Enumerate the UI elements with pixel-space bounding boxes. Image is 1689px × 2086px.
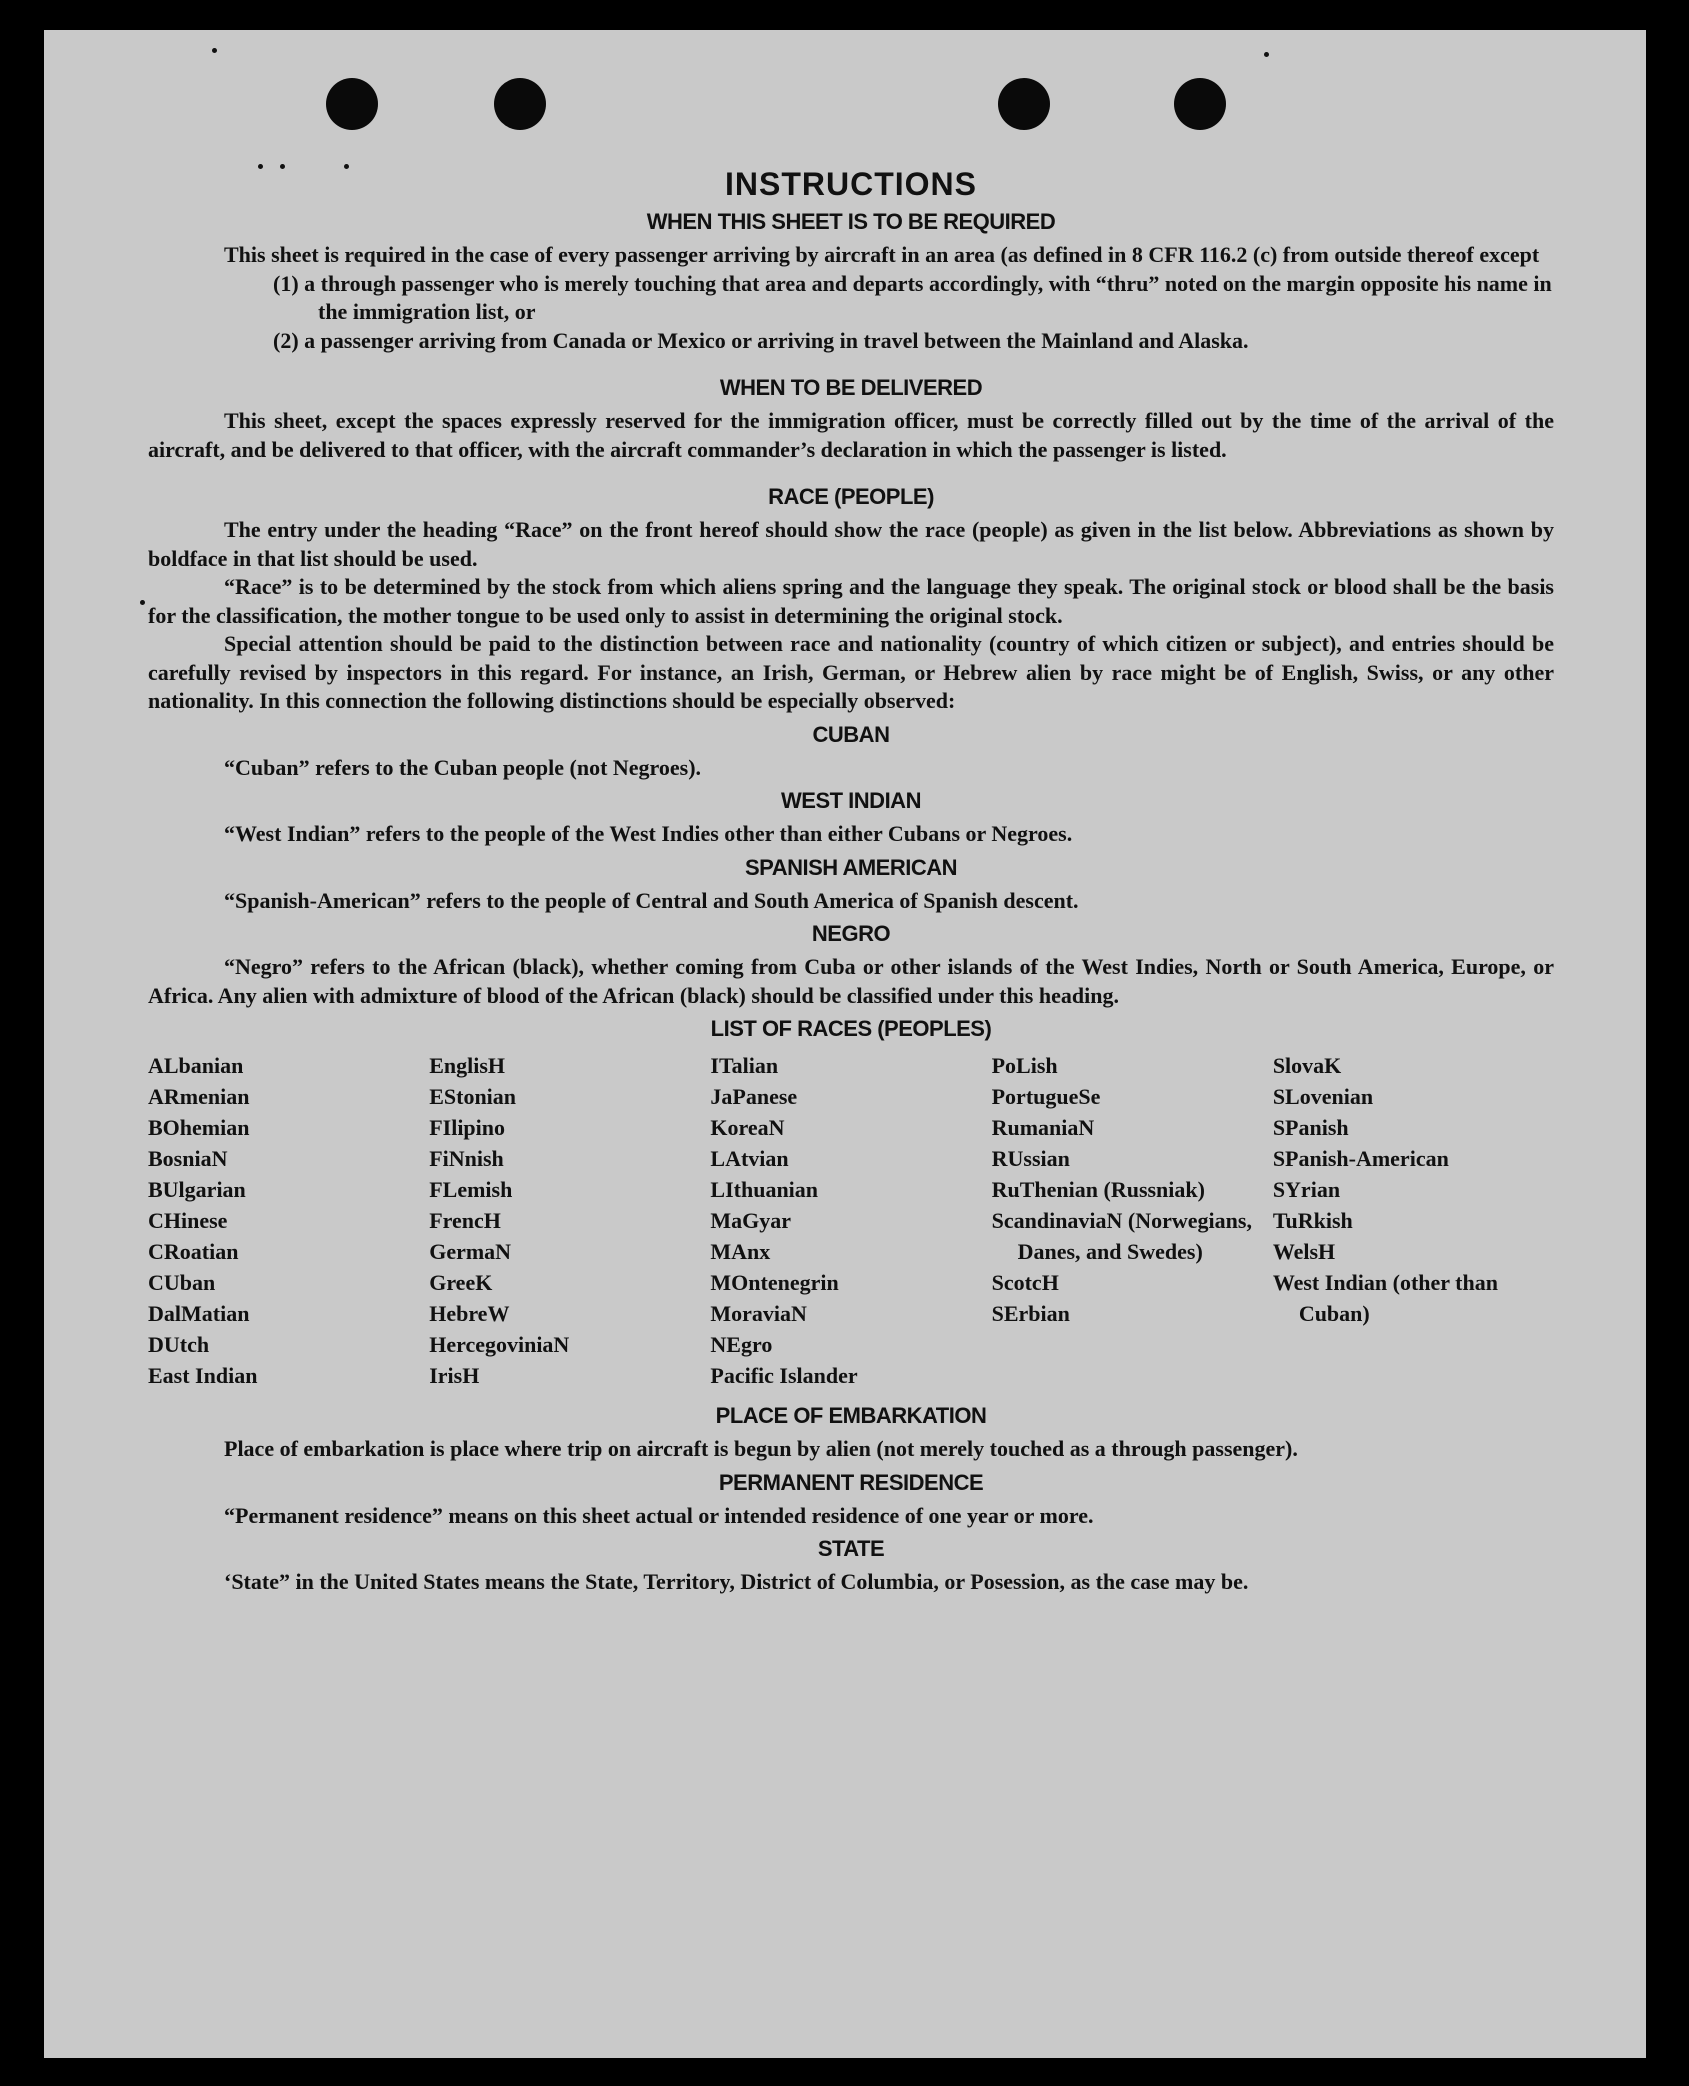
race-paragraph-3: Special attention should be paid to the distinction between race and nationality (country of which citizen or subject), and entries should be carefully revised by inspectors in this regard. For instance, an Irish, German, or Hebrew alien by race might be of English, Swiss, or any other nationality. In this connection the following distinctions should be especially observed: bbox=[148, 631, 1554, 713]
races-column bbox=[429, 1050, 710, 1391]
race-item: GermaN bbox=[429, 1239, 512, 1264]
race-item: ScandinaviaN (Norwegians, Danes, and Swedes) bbox=[991, 1208, 1252, 1264]
race-item: CRoatian bbox=[148, 1239, 239, 1264]
races-column bbox=[148, 1050, 429, 1391]
race-item: MAnx bbox=[710, 1239, 771, 1264]
race-item: HercegoviniaN bbox=[429, 1332, 570, 1357]
race-paragraph-2: “Race” is to be determined by the stock from which aliens spring and the language they speak. The original stock or blood shall be the basis for the classification, the mother tongue to be used only to assist in determining the original stock. bbox=[148, 574, 1554, 628]
race-item: FIlipino bbox=[429, 1115, 506, 1140]
document-page bbox=[44, 30, 1646, 2058]
race-item: MoraviaN bbox=[710, 1301, 807, 1326]
race-item: SlovaK bbox=[1272, 1053, 1342, 1078]
race-item: BOhemian bbox=[148, 1115, 250, 1140]
dust-speck bbox=[1264, 52, 1269, 57]
section-heading-race: RACE (PEOPLE) bbox=[768, 484, 934, 509]
race-item: IrisH bbox=[429, 1363, 480, 1388]
punch-hole bbox=[494, 78, 546, 130]
except-text: except bbox=[1479, 242, 1540, 267]
race-item: FrencH bbox=[429, 1208, 501, 1233]
punch-hole bbox=[998, 78, 1050, 130]
race-item: LAtvian bbox=[710, 1146, 789, 1171]
race-item: Pacific Islander bbox=[710, 1363, 858, 1388]
race-item: BUlgarian bbox=[148, 1177, 246, 1202]
races-column bbox=[1273, 1050, 1554, 1391]
section-heading-required: WHEN THIS SHEET IS TO BE REQUIRED bbox=[646, 209, 1056, 234]
race-item: CUban bbox=[148, 1270, 216, 1295]
races-column bbox=[710, 1050, 991, 1391]
race-item: TuRkish bbox=[1272, 1208, 1353, 1233]
cuban-paragraph: “Cuban” refers to the Cuban people (not Negroes). bbox=[224, 754, 702, 780]
race-item: FLemish bbox=[429, 1177, 513, 1202]
race-item: RUssian bbox=[991, 1146, 1070, 1171]
race-item: MOntenegrin bbox=[710, 1270, 839, 1295]
race-item: SYrian bbox=[1272, 1177, 1341, 1202]
section-heading-delivered: WHEN TO BE DELIVERED bbox=[719, 375, 983, 400]
required-text: This sheet is required in the case of every passenger arriving by aircraft in an area (as defined in 8 CFR 116.2 (c) from outside thereof bbox=[224, 242, 1474, 267]
races-column bbox=[992, 1050, 1273, 1391]
page-title: INSTRUCTIONS bbox=[725, 166, 977, 202]
section-heading-negro: NEGRO bbox=[811, 921, 891, 946]
race-item: WelsH bbox=[1272, 1239, 1336, 1264]
race-item: PortugueSe bbox=[991, 1084, 1101, 1109]
race-item: SErbian bbox=[991, 1301, 1070, 1326]
race-item: DalMatian bbox=[148, 1301, 250, 1326]
race-item: NEgro bbox=[710, 1332, 773, 1357]
embarkation-paragraph: Place of embarkation is place where trip on aircraft is begun by alien (not merely touched as a through passenger). bbox=[224, 1436, 1298, 1461]
west-indian-paragraph: “West Indian” refers to the people of the West Indies other than either Cubans or Negroes. bbox=[224, 821, 1073, 846]
race-item: PoLish bbox=[991, 1053, 1058, 1078]
residence-paragraph: “Permanent residence” means on this sheet actual or intended residence of one year or more. bbox=[224, 1502, 1094, 1528]
dust-speck bbox=[212, 48, 217, 53]
races-list bbox=[148, 1050, 1554, 1391]
exception-item-2: (2) a passenger arriving from Canada or Mexico or arriving in travel between the Mainland and Alaska. bbox=[273, 327, 1249, 353]
race-item: JaPanese bbox=[710, 1084, 798, 1109]
race-item: FiNnish bbox=[429, 1146, 504, 1171]
section-heading-spanish-american: SPANISH AMERICAN bbox=[744, 854, 957, 880]
section-heading-residence: PERMANENT RESIDENCE bbox=[718, 1469, 984, 1495]
race-item: HebreW bbox=[429, 1301, 510, 1326]
race-item: ALbanian bbox=[148, 1053, 244, 1078]
race-item: ScotcH bbox=[991, 1270, 1059, 1295]
race-item: RumaniaN bbox=[991, 1115, 1095, 1140]
race-item: SPanish bbox=[1272, 1115, 1349, 1140]
state-paragraph: ‘State” in the United States means the State, Territory, District of Columbia, or Posession, as the case may be. bbox=[224, 1569, 1249, 1594]
race-item: SLovenian bbox=[1272, 1084, 1374, 1109]
race-item: ITalian bbox=[710, 1053, 779, 1078]
spanish-american-paragraph: “Spanish-American” refers to the people of Central and South America of Spanish descent. bbox=[224, 887, 1079, 913]
race-item: GreeK bbox=[429, 1270, 493, 1295]
section-heading-cuban: CUBAN bbox=[812, 721, 890, 747]
punch-hole bbox=[1174, 78, 1226, 130]
punch-hole bbox=[326, 78, 378, 130]
race-paragraph-1: The entry under the heading “Race” on the front hereof should show the race (people) as given in the list below. Abbreviations as shown by boldface in that list should be used. bbox=[148, 517, 1554, 571]
section-heading-embarkation: PLACE OF EMBARKATION bbox=[715, 1403, 987, 1428]
required-paragraph bbox=[148, 241, 1554, 270]
race-item: MaGyar bbox=[710, 1208, 792, 1233]
section-heading-state: STATE bbox=[817, 1536, 885, 1561]
delivered-paragraph: This sheet, except the spaces expressly reserved for the immigration officer, must be correctly filled out by the time of the arrival of the aircraft, and be delivered to that officer, with the aircraft commander’s declaration in which the passenger is listed. bbox=[148, 408, 1554, 462]
dust-speck bbox=[140, 600, 145, 605]
race-item: KoreaN bbox=[710, 1115, 785, 1140]
race-item: ARmenian bbox=[148, 1084, 250, 1109]
race-item: DUtch bbox=[148, 1332, 210, 1357]
race-item: West Indian (other than Cuban) bbox=[1272, 1270, 1498, 1326]
exception-item-1: (1) a through passenger who is merely touching that area and departs accordingly, with “thru” noted on the margin opposite his name in the immigration list, or bbox=[273, 270, 1552, 324]
race-item: RuThenian (Russniak) bbox=[991, 1177, 1205, 1202]
section-heading-races-list: LIST OF RACES (PEOPLES) bbox=[710, 1016, 992, 1041]
section-heading-west-indian: WEST INDIAN bbox=[781, 788, 921, 813]
race-item: EnglisH bbox=[429, 1053, 506, 1078]
race-item: CHinese bbox=[148, 1208, 228, 1233]
race-item: EStonian bbox=[429, 1084, 517, 1109]
race-item: SPanish-American bbox=[1272, 1146, 1449, 1171]
race-item: BosniaN bbox=[148, 1146, 228, 1171]
race-item: LIthuanian bbox=[710, 1177, 819, 1202]
race-item: East Indian bbox=[148, 1363, 258, 1388]
negro-paragraph: “Negro” refers to the African (black), whether coming from Cuba or other islands of the West Indies, North or South America, Europe, or Africa. Any alien with admixture of blood of the African (black) should be classified under this heading. bbox=[148, 954, 1554, 1008]
